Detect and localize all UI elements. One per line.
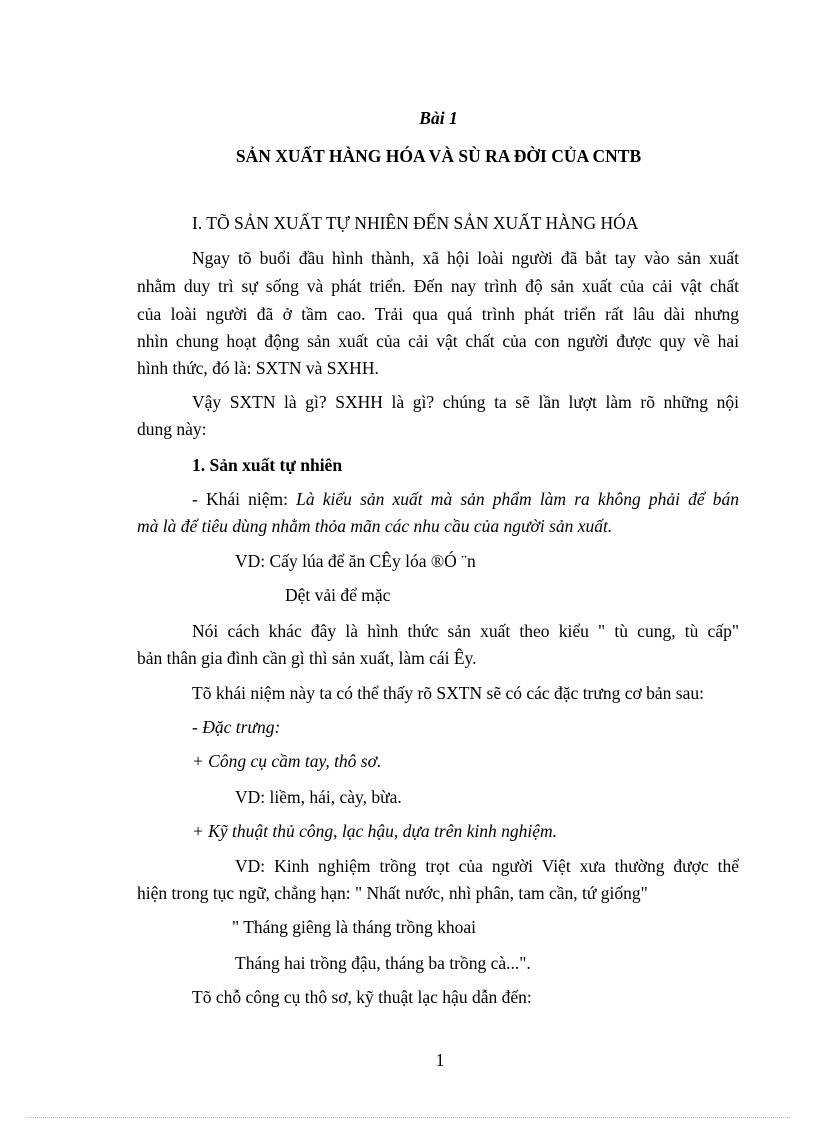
example-1: VD: Cấy lúa để ăn CÊy lóa ®Ó ¨n xyxy=(235,551,476,571)
lesson-label: Bài 1 xyxy=(419,108,458,128)
feature-1: + Công cụ cầm tay, thô sơ. xyxy=(192,751,382,771)
example-2: Dệt vải để mặc xyxy=(285,585,391,605)
paragraph-1-line-5: hình thức, đó là: SXTN và SXHH. xyxy=(137,358,379,378)
paragraph-2-line-2: dung này: xyxy=(137,419,207,439)
quote-line-1: " Tháng giêng là tháng trồng khoai xyxy=(232,917,476,937)
paragraph-4: Tõ khái niệm này ta có thể thấy rõ SXTN sẽ có các đặc trưng cơ bản sau: xyxy=(192,683,704,703)
features-label: - Đặc trưng: xyxy=(192,717,281,737)
subheading-natural-production: 1. Sản xuất tự nhiên xyxy=(192,455,343,475)
section-heading: I. TÕ SẢN XUẤT TỰ NHIÊN ĐẾN SẢN XUẤT HÀNG HÓA xyxy=(192,213,639,233)
page-number: 1 xyxy=(435,1050,445,1070)
quote-line-2: Tháng hai trồng đậu, tháng ba trồng cà...". xyxy=(235,953,531,973)
example-4-line-1: VD: Kinh nghiệm trồng trọt của người Việt xưa thường được thể xyxy=(235,856,739,876)
concept-line-2: mà là để tiêu dùng nhằm thỏa mãn các nhu cầu của người sản xuất. xyxy=(137,516,613,536)
concept-prefix: - Khái niệm: xyxy=(192,489,288,509)
paragraph-1-line-1: Ngay tõ buổi đầu hình thành, xã hội loài người đã bắt tay vào sản xuất xyxy=(192,248,739,268)
paragraph-5: Tõ chỗ công cụ thô sơ, kỹ thuật lạc hậu dẫn đến: xyxy=(192,987,532,1007)
footer-divider xyxy=(28,1117,790,1118)
example-3: VD: liềm, hái, cày, bừa. xyxy=(235,787,402,807)
paragraph-3-line-1: Nói cách khác đây là hình thức sản xuất theo kiểu " tù cung, tù cấp" xyxy=(192,621,739,641)
concept-line-1 xyxy=(192,488,739,510)
lesson-title: SẢN XUẤT HÀNG HÓA VÀ SÙ RA ĐỜI CỦA CNTB xyxy=(235,146,642,166)
paragraph-1-line-2: nhằm duy trì sự sống và phát triển. Đến nay trình độ sản xuất của cải vật chất xyxy=(137,276,739,296)
paragraph-3-line-2: bản thân gia đình cần gì thì sản xuất, làm cái Êy. xyxy=(137,648,477,668)
paragraph-2-line-1: Vậy SXTN là gì? SXHH là gì? chúng ta sẽ lần lượt làm rõ những nội xyxy=(192,392,739,412)
feature-2: + Kỹ thuật thủ công, lạc hậu, dựa trên kinh nghiệm. xyxy=(192,821,557,841)
example-4-line-2: hiện trong tục ngữ, chẳng hạn: " Nhất nước, nhì phân, tam cần, tứ giống" xyxy=(137,883,648,903)
concept-definition-start: Là kiểu sản xuất mà sản phẩm làm ra không phải để bán xyxy=(296,489,740,509)
paragraph-1-line-3: của loài người đã ở tầm cao. Trải qua quá trình phát triển rất lâu dài nhưng xyxy=(137,304,739,324)
paragraph-1-line-4: nhìn chung hoạt động sản xuất của cải vật chất của con người được quy về hai xyxy=(137,331,739,351)
